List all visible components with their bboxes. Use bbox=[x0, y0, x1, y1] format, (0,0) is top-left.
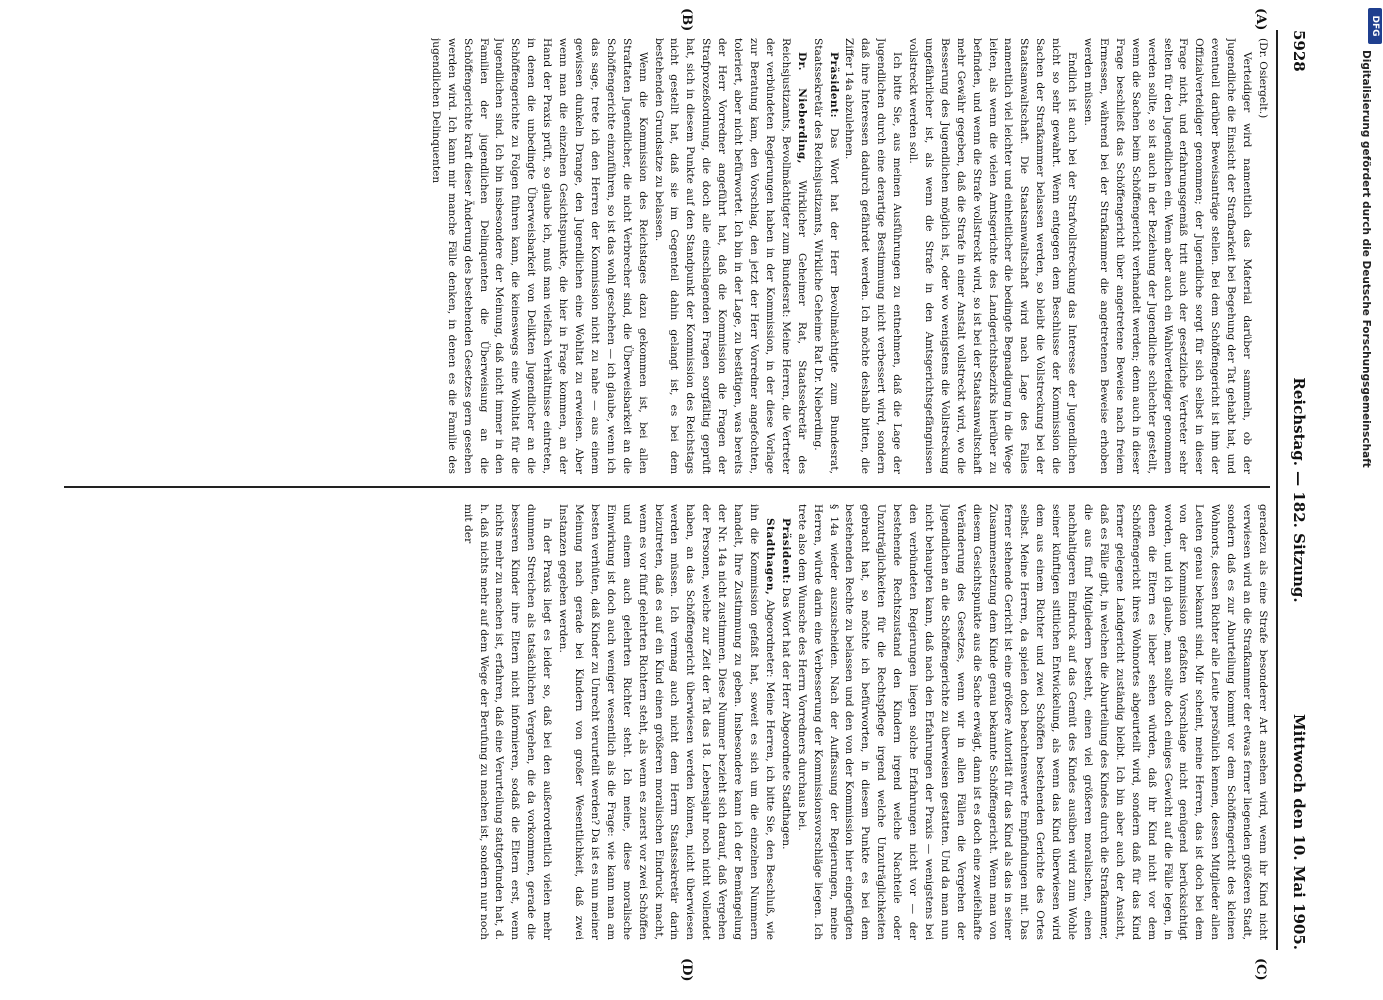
paragraph: geradezu als eine Strafe besonderer Art ansehen wird, wenn ihr Kind nicht verwiesen wird an die Strafkammer der etwas ferner liegenden größeren Stadt, sondern daß es zur Aburteilung kommt vor dem Schöffengericht des kleinen Wohnorts, dessen Richter alle Leute persönlich kennen, dessen Mitglieder allen Leuten genau bekannt sind. Mir scheint, meine Herren, das ist doch bei dem von der Kommission gefaßten Vorschlage nicht genügend berücksichtigt worden, und ich glaube, man sollte doch einiges Gewicht auf die Fälle legen, in denen die Eltern es lieber sehen würden, daß ihr Kind nicht vor dem Schöffengericht ihres Wohnortes abgeurteilt wird, sondern daß für das Kind ferner gelegene Landgericht zuständig bleibt. Ich bin aber auch der Ansicht, daß es Fälle gibt, in welchen die Aburteilung des Kindes durch die Strafkammer, die aus fünf Mitgliedern besteht, einen viel größeren moralischen, einen nachhaltigeren Eindruck auf das Gemüt des Kindes ausüben wird zum Wohle seiner künftigen sittlichen Entwickelung, als wenn das Kind überwiesen wird dem aus einem Richter und zwei Schöffen bestehenden Gerichte des Ortes selbst. Meine Herren, da spielen doch beachtenswerte Empfindungen mit. Das ferner stehende Gericht ist eine größere Autorität für das Kind als das in seiner Zusammensetzung dem Kinde genau bekannte Schöffengericht. Wenn man von diesem Gesichtspunkte aus die Sache erwägt, dann ist es doch eine zweifelhafte Veränderung des Gesetzes, wenn wir in allen Fällen die Vergehen der Jugendlichen an die Schöffengerichte zu überweisen gestatten. Und da man nun nicht behaupten kann, daß nach den Erfahrungen der Praxis — wenigstens bei den verbündeten Regierungen liegen solche Erfahrungen nicht vor — der bestehende Rechtszustand den Kindern irgend welche Nachteile oder Unzuträglichkeiten für die Rechtspflege irgend welche Unzuträglichkeiten gebracht hat, so möchte ich befürworten, in diesem Punkte es bei dem bestehenden Rechte zu belassen und den von der Kommission hier eingefügten § 14a wieder auszuscheiden. Nach der Auffassung der Regierungen, meine Herren, würde darin eine Verbesserung der Kommissionsvorschläge liegen. Ich trete also dem Wunsche des Herrn Vorredners durchaus bei. bbox=[795, 504, 1269, 940]
session-title: Reichstag. — 182. Sitzung. bbox=[1290, 377, 1308, 603]
digitization-credit bbox=[1352, 50, 1372, 950]
logo-text: DFG bbox=[1370, 15, 1380, 37]
page-header bbox=[1282, 30, 1314, 950]
speaker-label: Stadthagen, bbox=[763, 518, 776, 596]
stadthagen-statement bbox=[554, 504, 777, 940]
header-rule bbox=[1276, 30, 1278, 950]
paragraph: Ich bitte Sie, aus meinen Ausführungen zu entnehmen, daß die Lage der Jugendlichen durch eine derartige Bestimmung nicht verbessert wird, sondern daß ihre Interessen dadurch gefährdet werden. Ich möchte deshalb bitten, die Ziffer 14a abzulehnen. bbox=[843, 38, 904, 474]
speaker-continuation: (Dr. Osiergelt.) bbox=[1257, 38, 1269, 119]
margin-marker-b: (B) bbox=[679, 8, 694, 32]
margin-marker-a: (A) bbox=[1253, 8, 1268, 31]
paragraph: In der Praxis liegt es leider so, daß bei den außerordentlich vielen mehr dummen Streichen als tatsächlichen Vergehen, die da vorkommen, gerade die besseren Kinder ihre Eltern nicht informieren, sodaß die Eltern erst, wenn nichts mehr zu machen ist, erfahren, daß eine Verurteilung stattgefunden hat, d. h. daß nichts mehr auf dem Wege der Berufung zu machen ist, sondern nur noch mit der bbox=[461, 504, 554, 940]
speaker-label: Präsident: bbox=[779, 518, 792, 585]
printed-page bbox=[54, 8, 1314, 982]
statement-text: Wirklicher Geheimer Rat, Staatssekretär des Reichsjustizamts, Bevollmächtigter zum Bundesrat: Meine Herren, die Vertreter der verbündeten Regierungen haben in der Kommission, in der diese Vorlage zur Beratung kam, den Vorschlag, den jetzt der Herr Vorredner angefochten, toleriert, aber nicht befürwortet. Ich bin in der Lage, zu bestätigen, was bereits der Herr Vorredner angeführt hat, daß die Kommission die Fragen der Strafprozeßordnung, die doch alle einschlagenden Fragen sorgfältig geprüft hat, sich in diesem Punkte auf den Standpunkt der Kommission des Reichstags nicht gestellt hat, daß sie im Gegenteil dahin gelangt ist, es bei dem bestehenden Grundsatze zu belassen. bbox=[652, 38, 808, 474]
paragraph: Verteidiger wird namentlich das Material darüber sammeln, ob der Jugendliche die Einsicht der Strafbarkeit bei Begehung der Tat gehabt hat, und eventuell darüber Beweisanträge stellen. Bei dem Schöffengericht ist ihm der Offizialverteidiger genommen; der Jugendliche sorgt für sich selbst in dieser Frage nicht, und erfahrungsgemäß tritt auch der gesetzliche Vertreter sehr selten für den Jugendlichen ein. Wenn aber auch ein Wahlverteidiger genommen werden sollte, so ist auch in der Beziehung der Jugendliche schlechter gestellt, wenn die Sachen beim Schöffengericht verhandelt werden; denn auch in dieser Frage beschließt das Schöffengericht über angetretene Beweise nach freiem Ermessen, während bei der Strafkammer die angetretenen Beweise erhoben werden müssen. bbox=[1082, 38, 1254, 474]
dfg-logo bbox=[1368, 8, 1382, 44]
column-divider bbox=[64, 486, 1270, 488]
president-statement bbox=[777, 504, 793, 940]
right-column bbox=[60, 504, 1270, 940]
president-statement bbox=[809, 38, 841, 474]
paragraph: Wenn die Kommission des Reichstages dazu gekommen ist, bei allen Straftaten Jugendlicher, die nicht Verbrecher sind, die Überweisbarkeit an die Schöffengerichte einzuführen, so ist das wohl geschehen — ich glaube, wenn ich das sage, trete ich den Herren der Kommission nicht zu nahe — aus einem gewissen dunkeln Drange, den Jugendlichen eine Wohltat zu erweisen. Aber wenn man die einzelnen Gesichtspunkte, die hier in Frage kommen, an der Hand der Praxis prüft, so glaube ich, muß man vielfach Verhältnisse eintreten, in denen die unbedingte Überweisbarkeit von Delikten Jugendlicher an die Schöffengerichte zu Folgen führen kann, die keineswegs eine Wohltat für die Jugendlichen sind. Ich bin insbesondere der Meinung, daß nicht immer in den Familien der jugendlichen Delinquenten die Überweisung an die Schöffengerichte kraft dieser Änderung des bestehenden Gesetzes gern gesehen werden wird. Ich kann mir manche Fälle denken, in denen es die Familie des jugendlichen Delinquenten bbox=[429, 38, 649, 474]
margin-marker-c: (C) bbox=[1253, 958, 1268, 981]
speaker-label: Dr. Nieberding, bbox=[795, 52, 808, 164]
credit-text: Digitalisierung gefördert durch die Deutsche Forschungsgemeinschaft bbox=[1360, 50, 1372, 468]
speaker-label: Präsident: bbox=[827, 52, 840, 119]
page-number: 5928 bbox=[1290, 30, 1308, 72]
statement-text: Abgeordneter: Meine Herren, ich bitte Sie, den Beschluß, wie ihn die Kommission gefaßt hat, soweit es sich um die einzelnen Nummern handelt, Ihre Zustimmung zu geben. Insbesondere kann ich der Bemängelung der Nr. 14a nicht zustimmen. Diese Nummer bezieht sich darauf, daß Vergehen der Personen, welche zur Zeit der Tat das 18. Lebensjahr noch nicht vollendet haben, an das Schöffengericht überwiesen werden können, nicht überwiesen werden müssen. Ich vermag auch nicht dem Herrn Staatssekretär darin beizutreten, daß es auf ein Kind einen größeren moralischen Eindruck macht, wenn es vor fünf gelehrten Richtern steht, als wenn es zuerst vor zwei Schöffen und einem auch gelehrten Richter steht. Ich meine, diese moralische Einwirkung ist doch auch weniger wesentlich als die Frage: wie kann man am besten verhüten, daß Kinder zu Unrecht verurteilt werden? Da ist es nun meiner Meinung nach gerade bei Kindern von großer Wesentlichkeit, daß zwei Instanzen gegeben werden. bbox=[557, 504, 776, 940]
nieberding-statement bbox=[650, 38, 809, 474]
statement-text: Das Wort hat der Herr Bevollmächtigte zum Bundesrat, Staatssekretär des Reichsjustizamts, Wirkliche Geheime Rat Dr. Nieberding. bbox=[811, 38, 840, 474]
statement-text: Das Wort hat der Herr Abgeordnete Stadthagen. bbox=[779, 587, 792, 850]
left-column bbox=[60, 38, 1270, 474]
paragraph: Endlich ist auch bei der Strafvollstreckung das Interesse der Jugendlichen nicht so sehr gewahrt. Wenn entgegen dem Beschlusse der Kommission die Sachen der Strafkammer belassen werden, so bleibt die Vollstreckung bei der Staatsanwaltschaft. Die Staatsanwaltschaft wird nach Lage des Falles namentlich viel leichter und einheitlicher die bedingte Begnadigung in die Wege leiten, als wenn die vielen Amtsgerichte des Landgerichtsbezirks hierüber zu befinden, und wenn die Strafe vollstreckt wird, so ist bei der Staatsanwaltschaft mehr Gewähr gegeben, daß die Strafe in einer Anstalt vollstreckt wird, wo die Besserung des Jugendlichen möglich ist, oder wo wenigstens die Vollstreckung ungefährlicher ist, als wenn die Strafe in den Amtsgerichtsgefängnissen vollstreckt werden soll. bbox=[907, 38, 1079, 474]
session-date: Mittwoch den 10. Mai 1905. bbox=[1290, 713, 1308, 950]
margin-marker-d: (D) bbox=[679, 958, 694, 982]
